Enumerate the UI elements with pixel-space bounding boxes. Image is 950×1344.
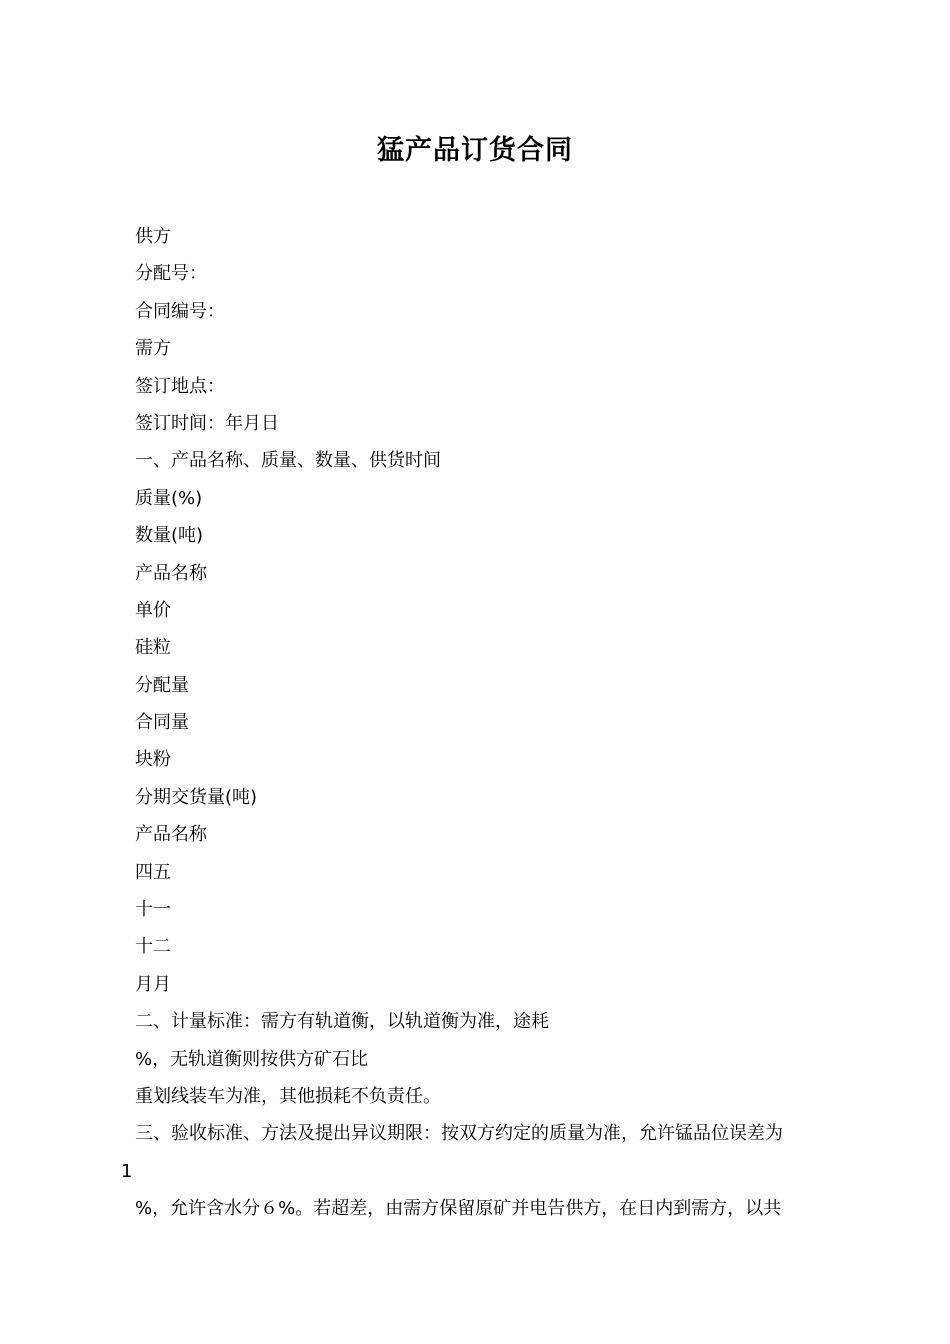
text-line-signing-date: 签订时间：年月日 <box>135 412 279 434</box>
text-line-installment-delivery: 分期交货量(吨) <box>135 786 258 808</box>
text-line-signing-place: 签订地点： <box>135 375 225 397</box>
section-heading-3: 三、验收标准、方法及提出异议期限：按双方约定的质量为准，允许锰品位误差为 <box>135 1123 783 1145</box>
text-line-months: 月月 <box>135 973 171 995</box>
text-line-product-name-2: 产品名称 <box>135 824 207 846</box>
text-line-month-12: 十二 <box>135 936 171 958</box>
text-line-acceptance-cont: %，允许含水分６%。若超差，由需方保留原矿并电告供方，在日内到需方，以共 <box>135 1198 782 1220</box>
text-line-silicon-grain: 硅粒 <box>135 637 171 659</box>
document-title: 猛产品订货合同 <box>377 135 573 166</box>
text-line-supplier: 供方 <box>135 226 171 247</box>
text-line-contract-no: 合同编号： <box>135 300 225 322</box>
text-line-buyer: 需方 <box>135 338 171 360</box>
text-line-measurement-cont: %，无轨道衡则按供方矿石比 <box>135 1048 369 1070</box>
text-line-quantity: 数量(吨) <box>135 525 204 547</box>
text-line-lump-powder: 块粉 <box>135 749 171 771</box>
section-heading-2: 二、计量标准：需方有轨道衡，以轨道衡为准，途耗 <box>135 1011 549 1033</box>
text-line-contract-amount: 合同量 <box>135 712 189 734</box>
page-number: 1 <box>121 1160 133 1182</box>
text-line-quality: 质量(%) <box>135 487 203 509</box>
document-body <box>121 218 835 1228</box>
text-line-product-name: 产品名称 <box>135 562 207 584</box>
text-line-months-4-5: 四五 <box>135 861 171 883</box>
text-line-allocation-no: 分配号： <box>135 263 207 285</box>
text-line-unit-price: 单价 <box>135 599 171 621</box>
text-line-month-11: 十一 <box>135 899 171 921</box>
text-line-allocated-amount: 分配量 <box>135 674 189 696</box>
section-heading-1: 一、产品名称、质量、数量、供货时间 <box>135 450 441 472</box>
text-line-measurement-end: 重划线装车为准，其他损耗不负责任。 <box>135 1085 441 1107</box>
